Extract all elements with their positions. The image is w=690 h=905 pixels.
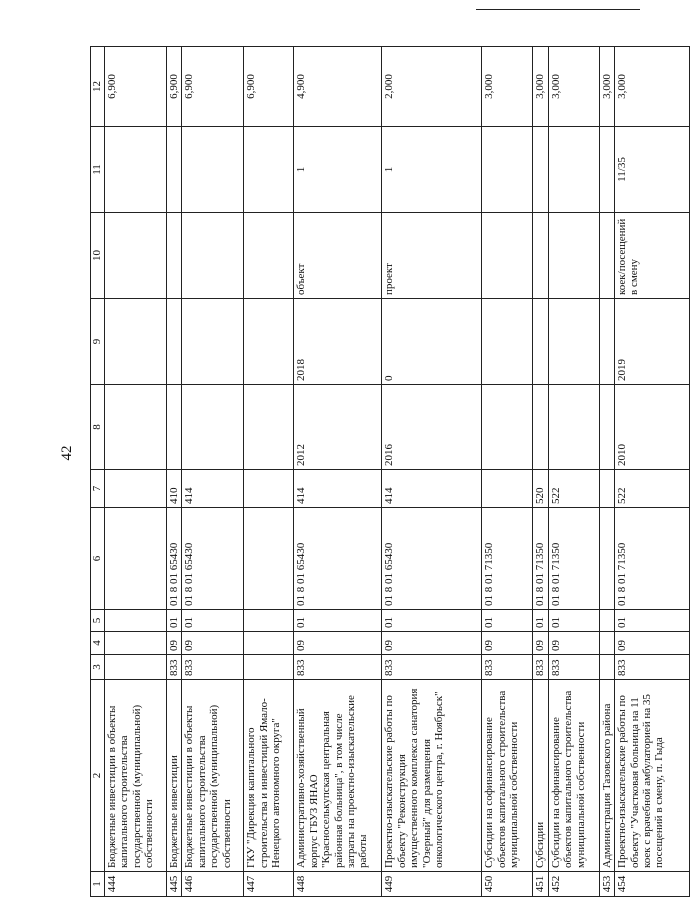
table-cell: [482, 385, 533, 470]
table-cell: 01: [182, 610, 244, 632]
table-cell: 6,900: [182, 47, 244, 127]
table-cell: 3,000: [599, 47, 614, 127]
table-cell: [548, 127, 599, 213]
table-cell: [533, 213, 548, 299]
table-cell: объект: [294, 213, 382, 299]
table-cell: 833: [482, 655, 533, 680]
table-cell: 520: [533, 470, 548, 508]
table-cell: 2018: [294, 299, 382, 385]
table-cell: [599, 632, 614, 655]
table-cell: 449: [382, 872, 482, 897]
table-cell: 445: [167, 872, 182, 897]
table-cell: 2,000: [382, 47, 482, 127]
table-cell: 2010: [615, 385, 690, 470]
table-cell: [105, 632, 167, 655]
header-cell: 12: [91, 47, 105, 127]
table-row: [382, 47, 482, 897]
table-cell: [244, 655, 294, 680]
table-cell: 01: [167, 610, 182, 632]
table-cell: [105, 610, 167, 632]
table-cell: [167, 385, 182, 470]
table-cell: 444: [105, 872, 167, 897]
table-cell: Бюджетные инвестиции в объекты капитального строительства государственной (муниципальной) собственности: [182, 680, 244, 872]
header-cell: 10: [91, 213, 105, 299]
table-cell: 1: [294, 127, 382, 213]
table-cell: 833: [548, 655, 599, 680]
table-cell: 01: [548, 610, 599, 632]
table-cell: 09: [482, 632, 533, 655]
table-cell: [105, 127, 167, 213]
table-cell: 410: [167, 470, 182, 508]
table-cell: 833: [382, 655, 482, 680]
table-row: [533, 47, 548, 897]
table-cell: 414: [182, 470, 244, 508]
table-cell: [482, 470, 533, 508]
table-cell: 01 8 01 71350: [533, 508, 548, 610]
table-cell: [599, 385, 614, 470]
table-cell: [167, 213, 182, 299]
table-cell: 09: [382, 632, 482, 655]
table-cell: 01 8 01 65430: [294, 508, 382, 610]
table-row: [615, 47, 690, 897]
table-cell: 453: [599, 872, 614, 897]
header-row: [91, 47, 105, 897]
page-number: 42: [59, 445, 75, 461]
header-cell: 2: [91, 680, 105, 872]
table-cell: 1: [382, 127, 482, 213]
table-row: [105, 47, 167, 897]
table-cell: [105, 470, 167, 508]
header-cell: 8: [91, 385, 105, 470]
table-cell: 833: [167, 655, 182, 680]
table-cell: 09: [182, 632, 244, 655]
table-cell: [244, 610, 294, 632]
table-cell: 522: [615, 470, 690, 508]
table-cell: 522: [548, 470, 599, 508]
table-cell: [244, 508, 294, 610]
table-cell: 451: [533, 872, 548, 897]
table-cell: Субсидии на софинансирование объектов капитального строительства муниципальной собственности: [548, 680, 599, 872]
header-cell: 3: [91, 655, 105, 680]
table-cell: [482, 127, 533, 213]
table-cell: [548, 299, 599, 385]
table-cell: 01: [482, 610, 533, 632]
table-cell: 09: [294, 632, 382, 655]
table-cell: 01: [294, 610, 382, 632]
table-row: [244, 47, 294, 897]
table-cell: 2019: [615, 299, 690, 385]
table-cell: 4,900: [294, 47, 382, 127]
table-cell: [533, 385, 548, 470]
table-cell: 01 8 01 65430: [167, 508, 182, 610]
table-cell: [244, 632, 294, 655]
table-body: [105, 47, 690, 897]
table-cell: [105, 508, 167, 610]
table-cell: 833: [182, 655, 244, 680]
table-cell: [533, 127, 548, 213]
table-cell: 2012: [294, 385, 382, 470]
table-cell: ГКУ "Дирекция капитального строительства и инвестиций Ямало-Ненецкого автономного округа": [244, 680, 294, 872]
table-cell: Администрация Тазовского района: [599, 680, 614, 872]
table-cell: [244, 385, 294, 470]
table-cell: 11/35: [615, 127, 690, 213]
table-cell: [244, 470, 294, 508]
header-cell: 9: [91, 299, 105, 385]
table-cell: 833: [294, 655, 382, 680]
table-row: [482, 47, 533, 897]
table-cell: Проектно-изыскательские работы по объекту "Участковая больница на 11 коек с врачебной амбулаторией на 35 посещений в смену, п. Гыда: [615, 680, 690, 872]
budget-table: [90, 46, 690, 897]
table-cell: 448: [294, 872, 382, 897]
header-cell: 1: [91, 872, 105, 897]
table-cell: 452: [548, 872, 599, 897]
table-cell: Бюджетные инвестиции: [167, 680, 182, 872]
table-cell: Административно-хозяйственный корпус ГБУЗ ЯНАО "Красноселькупская центральная районная больница", в том числе затраты на проектно-изыскательские работы: [294, 680, 382, 872]
table-cell: [105, 213, 167, 299]
table-cell: 6,900: [167, 47, 182, 127]
table-row: [294, 47, 382, 897]
table-cell: [182, 299, 244, 385]
table-cell: 454: [615, 872, 690, 897]
table-cell: 3,000: [533, 47, 548, 127]
table-row: [167, 47, 182, 897]
table-row: [599, 47, 614, 897]
table-cell: 414: [294, 470, 382, 508]
table-cell: Субсидии на софинансирование объектов капитального строительства муниципальной собственности: [482, 680, 533, 872]
table-cell: [482, 213, 533, 299]
table-cell: [244, 299, 294, 385]
table-cell: [599, 127, 614, 213]
table-cell: 01 8 01 71350: [482, 508, 533, 610]
table-cell: [167, 299, 182, 385]
table-cell: [482, 299, 533, 385]
table-cell: 450: [482, 872, 533, 897]
table-cell: 2016: [382, 385, 482, 470]
top-rule: [476, 9, 640, 10]
table-cell: проект: [382, 213, 482, 299]
table-cell: 09: [548, 632, 599, 655]
table-cell: 09: [615, 632, 690, 655]
table-cell: 01: [533, 610, 548, 632]
header-cell: 4: [91, 632, 105, 655]
table-cell: 3,000: [615, 47, 690, 127]
table-cell: 833: [615, 655, 690, 680]
table-cell: [182, 385, 244, 470]
table-cell: коек/посещений в смену: [615, 213, 690, 299]
table-cell: 09: [533, 632, 548, 655]
table-row: [548, 47, 599, 897]
table-cell: [548, 213, 599, 299]
header-cell: 11: [91, 127, 105, 213]
table-cell: 414: [382, 470, 482, 508]
header-cell: 5: [91, 610, 105, 632]
table-cell: [599, 299, 614, 385]
table-cell: 6,900: [105, 47, 167, 127]
table-cell: 6,900: [244, 47, 294, 127]
rotated-table-container: [90, 47, 666, 897]
table-row: [182, 47, 244, 897]
table-cell: Проектно-изыскательские работы по объекту "Реконструкция имущественного комплекса санатория "Озерный" для размещения онкологического центра, г. Ноябрьск": [382, 680, 482, 872]
table-cell: [599, 470, 614, 508]
table-cell: 0: [382, 299, 482, 385]
table-cell: [533, 299, 548, 385]
table-cell: 3,000: [548, 47, 599, 127]
header-cell: 7: [91, 470, 105, 508]
table-cell: 446: [182, 872, 244, 897]
table-cell: [182, 213, 244, 299]
table-cell: 01: [382, 610, 482, 632]
table-cell: [182, 127, 244, 213]
table-cell: [105, 655, 167, 680]
table-cell: 01: [615, 610, 690, 632]
table-cell: [599, 655, 614, 680]
header-cell: 6: [91, 508, 105, 610]
table-cell: [548, 385, 599, 470]
table-cell: 447: [244, 872, 294, 897]
table-cell: 01 8 01 71350: [548, 508, 599, 610]
table-cell: [244, 127, 294, 213]
table-cell: [105, 385, 167, 470]
table-cell: Бюджетные инвестиции в объекты капитального строительства государственной (муниципальной) собственности: [105, 680, 167, 872]
table-cell: [244, 213, 294, 299]
table-cell: 833: [533, 655, 548, 680]
table-cell: [167, 127, 182, 213]
table-cell: [105, 299, 167, 385]
table-cell: 09: [167, 632, 182, 655]
table-cell: [599, 213, 614, 299]
table-cell: Субсидии: [533, 680, 548, 872]
table-cell: [599, 508, 614, 610]
table-cell: 01 8 01 65430: [382, 508, 482, 610]
table-cell: [599, 610, 614, 632]
table-cell: 01 8 01 65430: [182, 508, 244, 610]
table-cell: 3,000: [482, 47, 533, 127]
table-cell: 01 8 01 71350: [615, 508, 690, 610]
